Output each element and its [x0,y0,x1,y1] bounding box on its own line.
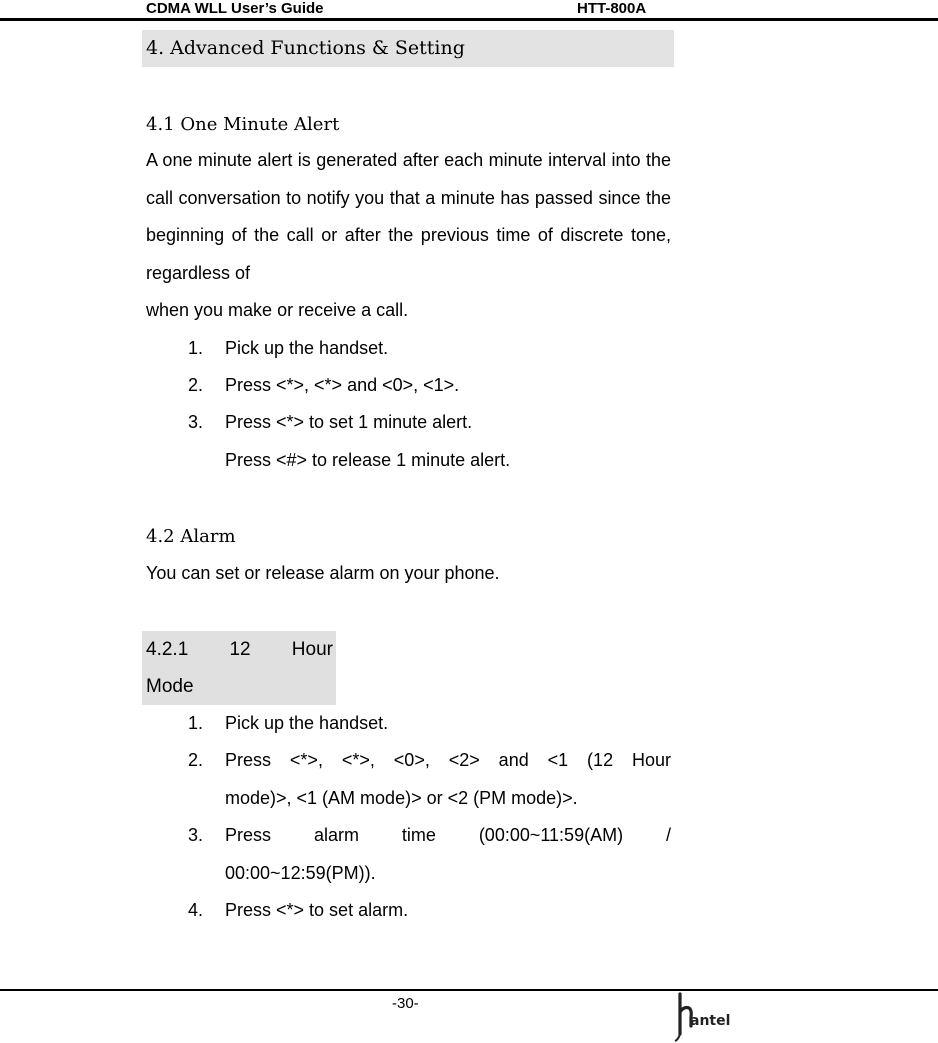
paragraph-line: when you make or receive a call. [146,300,409,320]
hantel-logo [674,992,744,1042]
step-number: 1. [188,338,204,358]
paragraph-line: interval into the call conversation to notify you that a [146,150,671,208]
paragraph-line: A one minute alert is generated after each minute [146,150,543,170]
logo-text: antel [690,1013,731,1029]
step-text: Press <#> to release 1 minute alert. [225,450,511,470]
subsection-heading-12-hour-mode [142,631,336,705]
step-text: 00:00~12:59(PM)). [225,863,376,883]
step-number: 3. [188,825,204,845]
step-number: 2. [188,375,204,395]
page-number: -30- [392,995,419,1012]
step-text: Press <*>, <*> and <0>, <1>. [225,375,460,395]
guide-title: CDMA WLL User’s Guide [146,0,324,17]
section-heading-one-minute-alert: 4.1 One Minute Alert [146,114,340,135]
header-rule [0,18,938,21]
paragraph-line: after the previous time of discrete tone, regardless of [146,225,671,283]
step-text: Pick up the handset. [225,713,389,733]
subsection-heading-line: Mode [146,676,194,697]
step-text: Press <*> to set 1 minute alert. [225,412,473,432]
step-number: 4. [188,900,204,920]
one-minute-alert-paragraph [146,142,671,330]
step-text: Press alarm time (00:00~11:59(AM) / [225,825,671,845]
step-number: 2. [188,750,204,770]
step-number: 3. [188,412,204,432]
step-text: Press <*> to set alarm. [225,900,409,920]
paragraph-line: minute has passed since the beginning of the call or [146,187,671,245]
chapter-title: 4. Advanced Functions & Setting [142,30,674,67]
section-heading-alarm: 4.2 Alarm [146,526,236,547]
footer-rule [0,989,938,991]
alarm-intro: You can set or release alarm on your phone. [146,563,500,583]
step-text: mode)>, <1 (AM mode)> or <2 (PM mode)>. [225,788,578,808]
subsection-heading-line: 4.2.1 12 Hour [146,639,333,660]
model-name: HTT-800A [577,0,647,17]
step-text: Pick up the handset. [225,338,389,358]
step-number: 1. [188,713,204,733]
step-text: Press <*>, <*>, <0>, <2> and <1 (12 Hour [225,750,671,770]
